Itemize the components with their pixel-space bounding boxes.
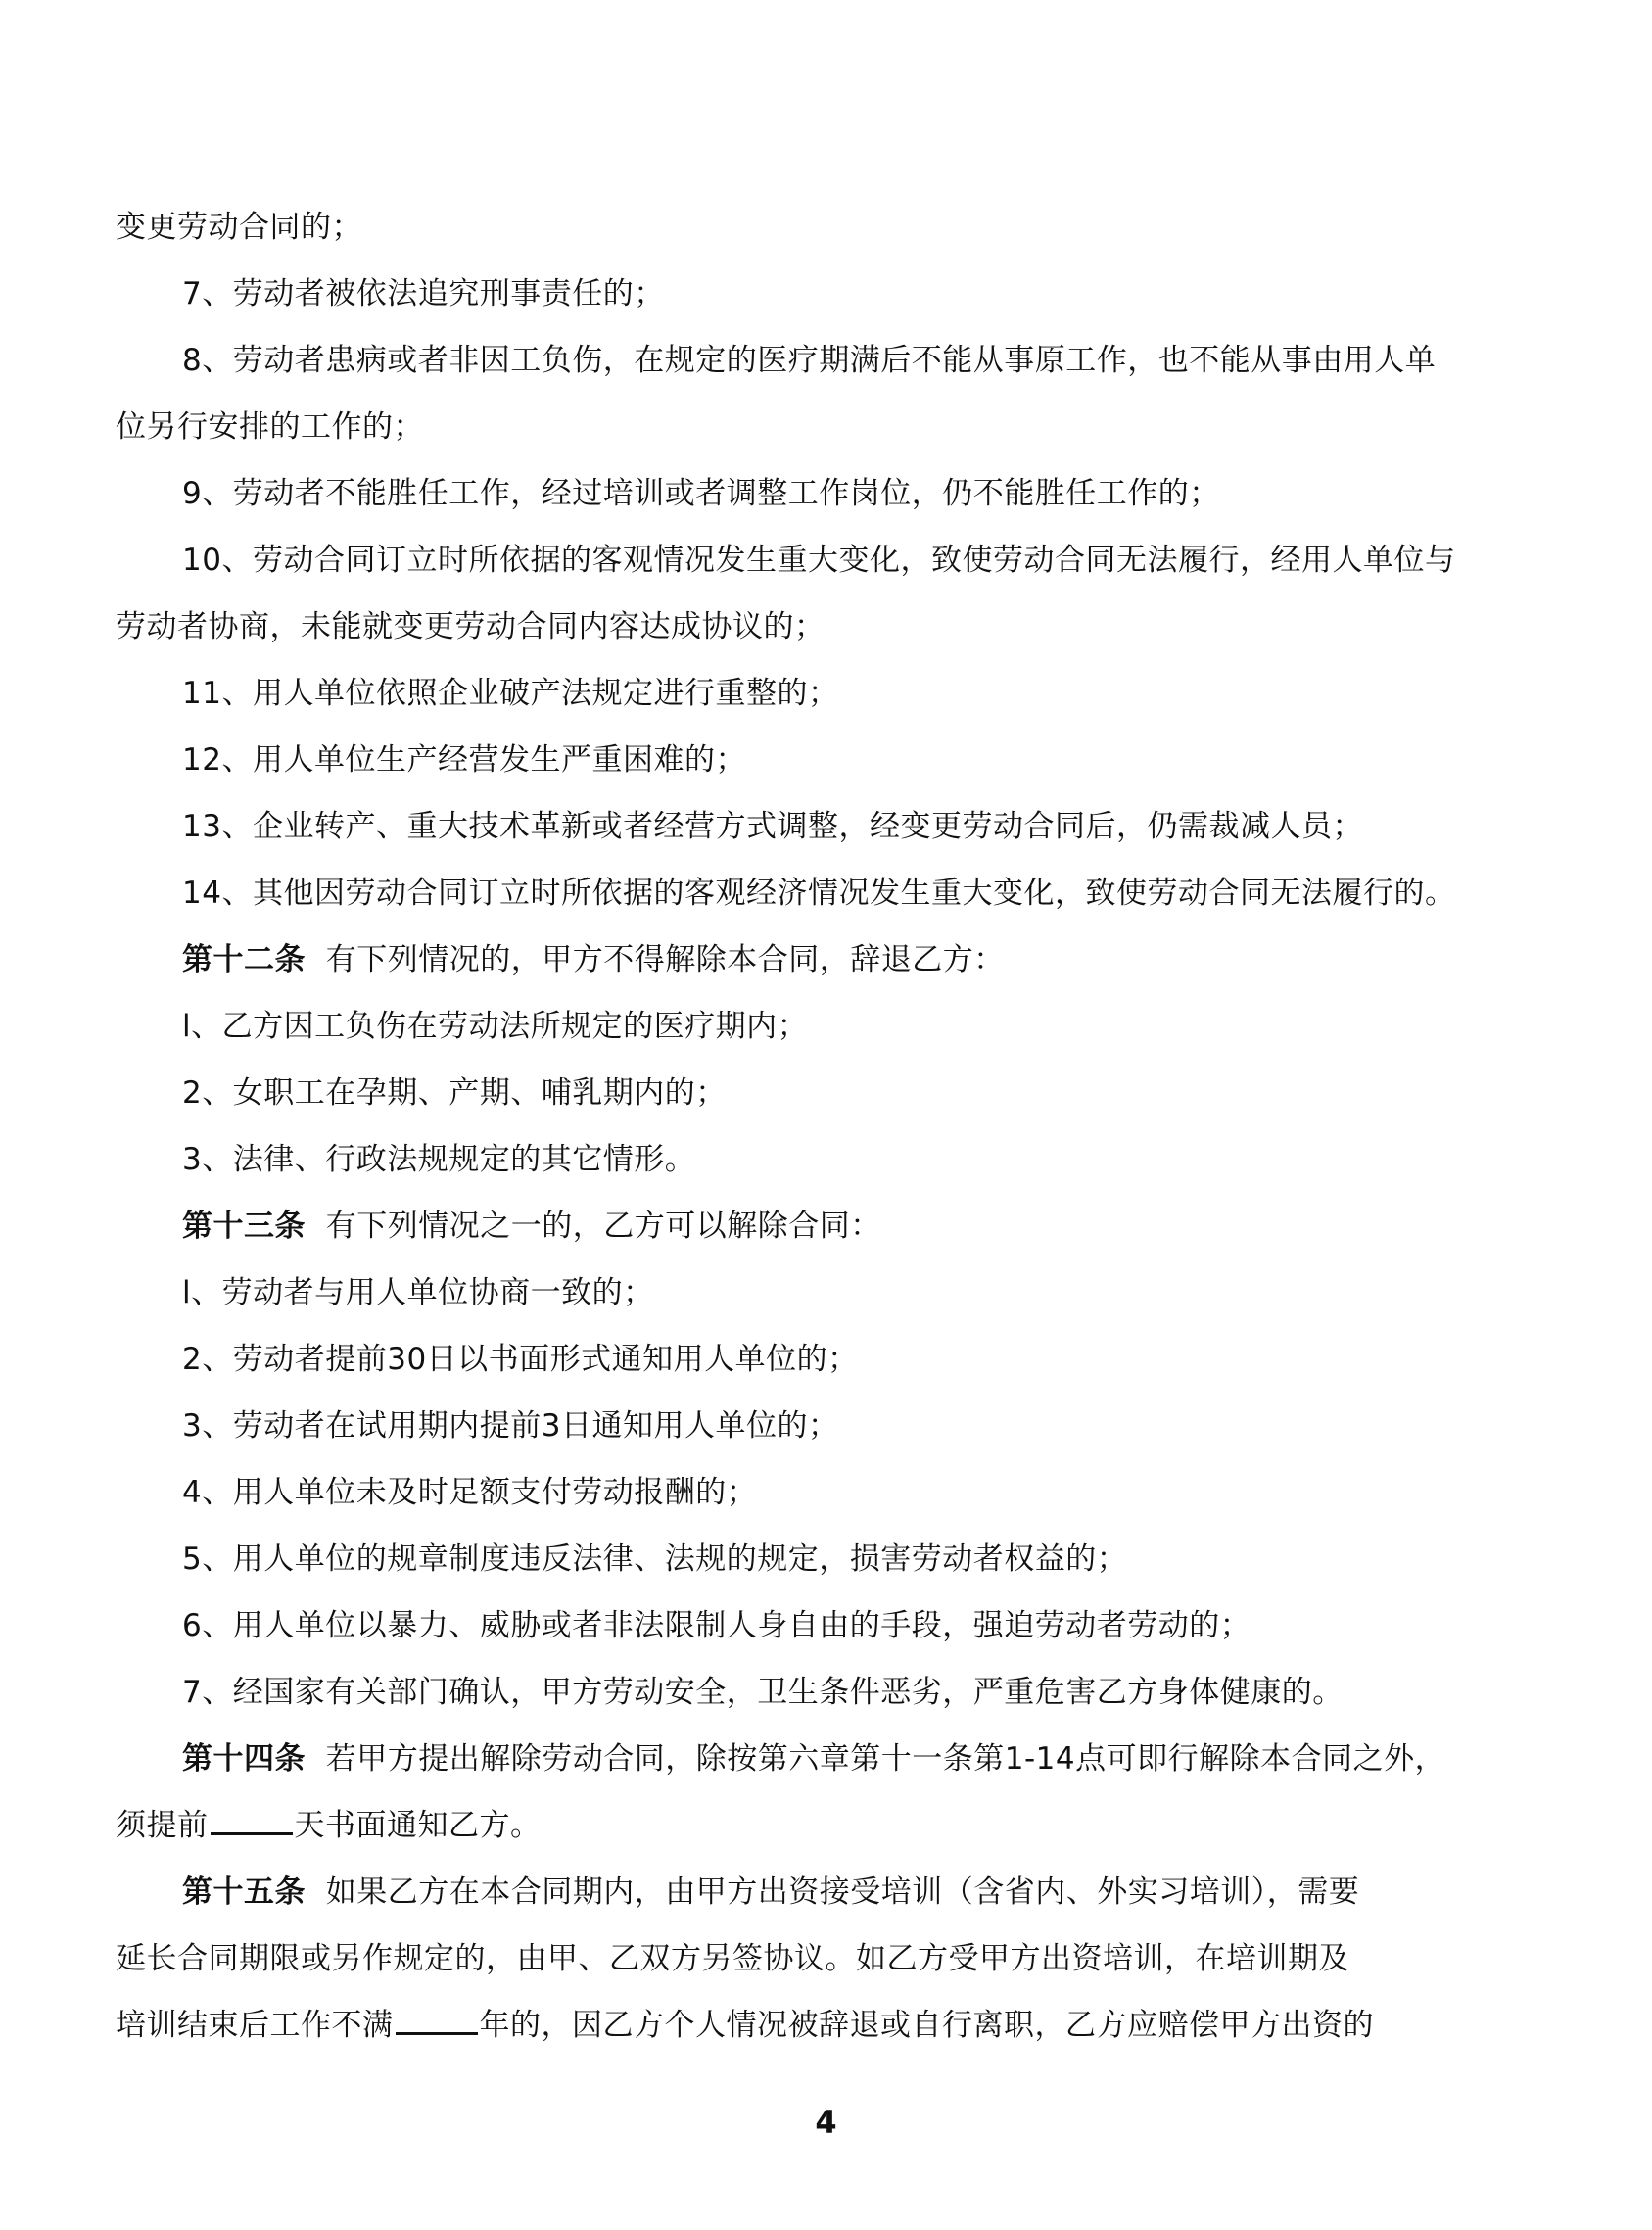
list-item: 6、用人单位以暴力、威胁或者非法限制人身自由的手段，强迫劳动者劳动的； — [182, 1608, 1251, 1643]
article-15-heading — [116, 1859, 1545, 1925]
fill-in-blank — [211, 1807, 293, 1835]
article-15-line1: 如果乙方在本合同期内，由甲方出资接受培训（含省内、外实习培训），需要 — [325, 1874, 1360, 1910]
article-12-text: 有下列情况的，甲方不得解除本合同，辞退乙方： — [325, 942, 1005, 977]
article-12-heading — [116, 926, 1545, 993]
article-15-line3 — [116, 1992, 1545, 2059]
article-14-line1: 若甲方提出解除劳动合同，除按第六章第十一条第1-14点可即行解除本合同之外， — [325, 1741, 1446, 1777]
article-14-line2 — [116, 1792, 1545, 1859]
list-item: 3、法律、行政法规规定的其它情形。 — [182, 1142, 696, 1177]
document-body — [116, 194, 1545, 2059]
list-item: l、劳动者与用人单位协商一致的； — [182, 1275, 654, 1310]
article-15-line3-after: 年的，因乙方个人情况被辞退或自行离职，乙方应赔偿甲方出资的 — [479, 2008, 1374, 2043]
article-14-heading — [116, 1726, 1545, 1792]
article-15-line3-before: 培训结束后工作不满 — [116, 2008, 394, 2043]
article-14-line2-before: 须提前 — [116, 1808, 209, 1843]
list-item: 11、用人单位依照企业破产法规定进行重整的； — [182, 676, 839, 711]
list-item: 7、劳动者被依法追究刑事责任的； — [182, 276, 665, 311]
list-item: 2、劳动者提前30日以书面形式通知用人单位的； — [182, 1342, 859, 1377]
text-line: 位另行安排的工作的； — [116, 409, 424, 445]
article-13-text: 有下列情况之一的，乙方可以解除合同： — [325, 1209, 881, 1244]
list-item: 14、其他因劳动合同订立时所依据的客观经济情况发生重大变化，致使劳动合同无法履行的。 — [182, 876, 1456, 911]
article-12-title: 第十二条 — [182, 942, 306, 977]
article-13-heading — [116, 1193, 1545, 1259]
text-line: 变更劳动合同的； — [116, 210, 362, 245]
list-item: 5、用人单位的规章制度违反法律、法规的规定，损害劳动者权益的； — [182, 1542, 1128, 1577]
fill-in-blank — [396, 2007, 478, 2035]
article-14-line2-after: 天书面通知乙方。 — [294, 1808, 542, 1843]
list-item: 12、用人单位生产经营发生严重困难的； — [182, 742, 746, 778]
article-15-title: 第十五条 — [182, 1874, 306, 1910]
article-14-title: 第十四条 — [182, 1741, 306, 1777]
text-line: 劳动者协商，未能就变更劳动合同内容达成协议的； — [116, 609, 826, 644]
list-item: 9、劳动者不能胜任工作，经过培训或者调整工作岗位，仍不能胜任工作的； — [182, 476, 1220, 511]
list-item: 4、用人单位未及时足额支付劳动报酬的； — [182, 1475, 758, 1510]
list-item: 10、劳动合同订立时所依据的客观情况发生重大变化，致使劳动合同无法履行，经用人单位与 — [182, 543, 1456, 578]
article-15-line2: 延长合同期限或另作规定的，由甲、乙双方另签协议。如乙方受甲方出资培训，在培训期及 — [116, 1941, 1349, 1976]
article-13-title: 第十三条 — [182, 1209, 306, 1244]
page-number: 4 — [815, 2104, 837, 2141]
list-item: l、乙方因工负伤在劳动法所规定的医疗期内； — [182, 1009, 809, 1044]
list-item: 13、企业转产、重大技术革新或者经营方式调整，经变更劳动合同后，仍需裁减人员； — [182, 809, 1363, 844]
list-item: 2、女职工在孕期、产期、哺乳期内的； — [182, 1075, 727, 1111]
list-item: 3、劳动者在试用期内提前3日通知用人单位的； — [182, 1408, 839, 1444]
list-item: 7、经国家有关部门确认，甲方劳动安全，卫生条件恶劣，严重危害乙方身体健康的。 — [182, 1675, 1344, 1710]
list-item: 8、劳动者患病或者非因工负伤，在规定的医疗期满后不能从事原工作，也不能从事由用人单 — [182, 343, 1437, 378]
